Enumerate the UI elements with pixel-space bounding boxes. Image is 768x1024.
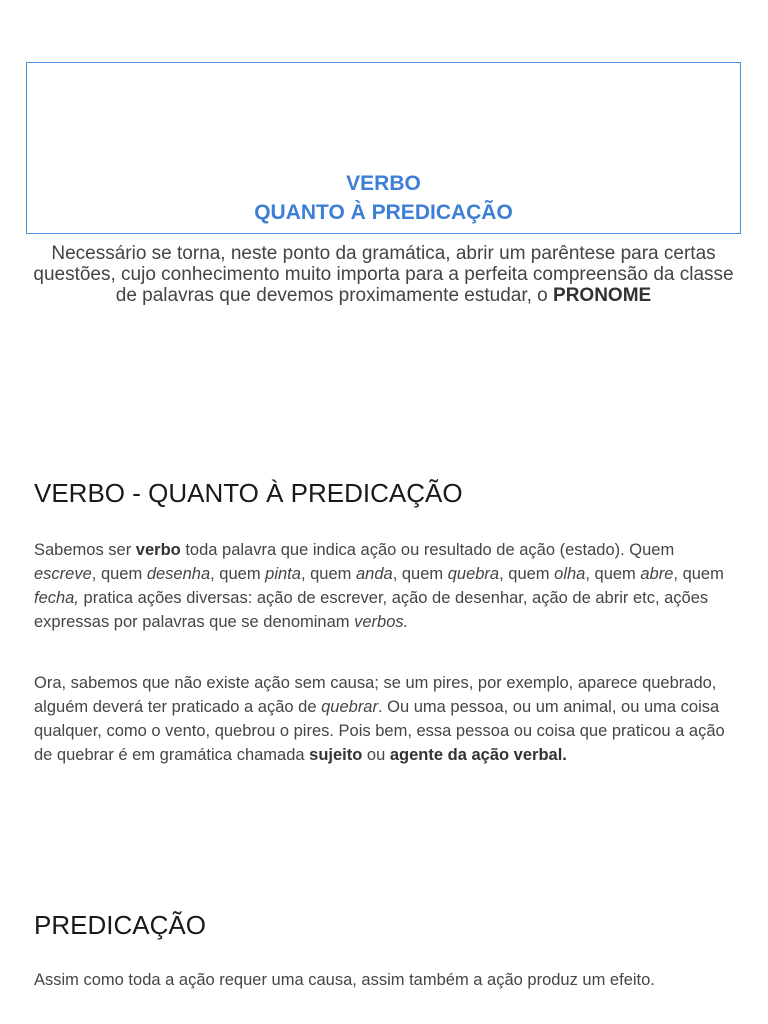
paragraph-sujeito: Ora, sabemos que não existe ação sem causa; se um pires, por exemplo, aparece quebrado, alguém deverá ter praticado a ação de quebrar. Ou uma pessoa, ou um animal, ou uma coisa qualquer, como o vento, quebrou o pires. Pois bem, essa pessoa ou coisa que praticou a ação de quebrar é em gramática chamada sujeito ou agente da ação verbal. [34, 674, 725, 764]
paragraph-predicacao: Assim como toda a ação requer uma causa, assim também a ação produz um efeito. [34, 971, 655, 989]
section-heading-verbo: VERBO - QUANTO À PREDICAÇÃO [34, 478, 463, 508]
title-box [26, 62, 741, 234]
section-heading-predicacao: PREDICAÇÃO [34, 910, 206, 940]
title-line-2: QUANTO À PREDICAÇÃO [254, 201, 513, 224]
title-line-1: VERBO [346, 172, 421, 195]
intro-text: Necessário se torna, neste ponto da gramática, abrir um parêntese para certas questões, cujo conhecimento muito importa para a perfeita compreensão da classe de palavras que devemos proximamente estudar, o [33, 243, 734, 306]
intro-paragraph [26, 243, 741, 306]
intro-bold-term: PRONOME [553, 285, 652, 306]
paragraph-verbo-definition: Sabemos ser verbo toda palavra que indica ação ou resultado de ação (estado). Quem escreve, quem desenha, quem pinta, quem anda, quem quebra, quem olha, quem abre, quem fecha, pratica ações diversas: ação de escrever, ação de desenhar, ação de abrir etc, ações expressas por palavras que se denominam verbos. [34, 541, 724, 631]
